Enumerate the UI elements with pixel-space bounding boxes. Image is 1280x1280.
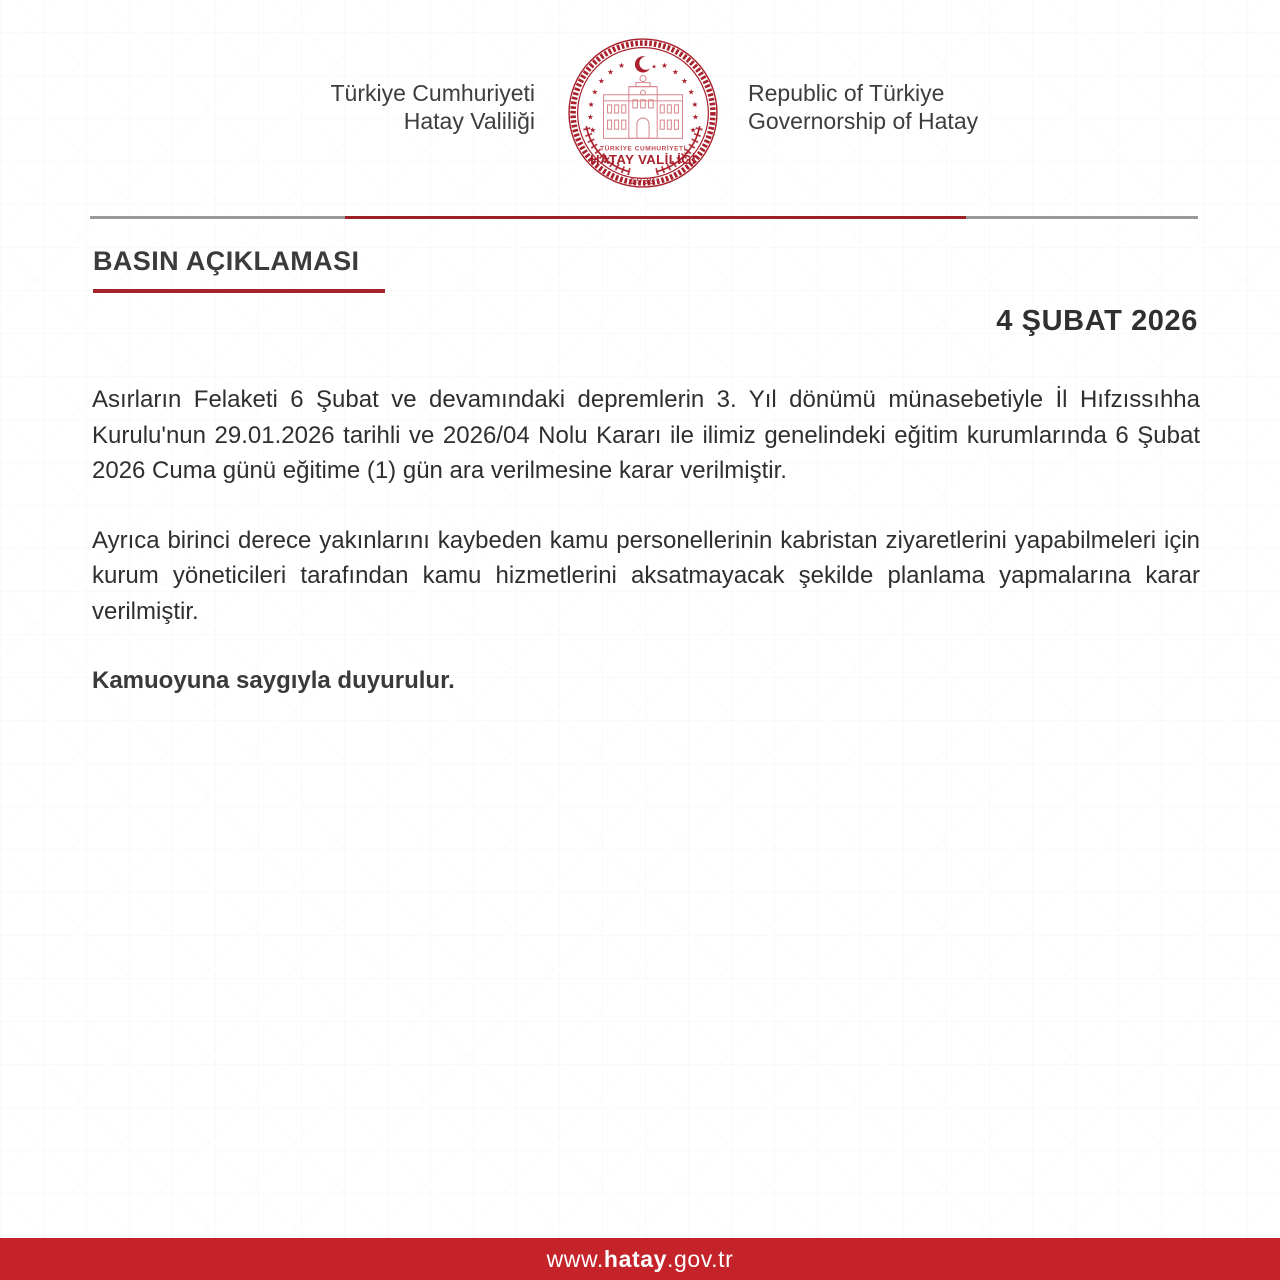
svg-text:★: ★ (591, 87, 599, 97)
header-title-english-line1: Republic of Türkiye (748, 80, 945, 106)
svg-text:★: ★ (661, 60, 668, 70)
svg-text:★: ★ (607, 67, 614, 77)
seal-main-text: HATAY VALİLİĞİ (590, 152, 696, 168)
press-release-heading-label: BASIN AÇIKLAMASI (93, 246, 360, 276)
svg-text:★: ★ (687, 87, 695, 97)
footer-url-domain: hatay (603, 1245, 668, 1272)
header-title-english-line2: Governorship of Hatay (748, 108, 979, 134)
press-release-body (92, 382, 1200, 733)
svg-text:★: ★ (681, 76, 688, 86)
footer-url-suffix: .gov.tr (667, 1245, 734, 1272)
header-title-turkish (331, 79, 536, 135)
svg-text:★: ★ (618, 60, 625, 70)
seal-top-text: TÜRKİYE CUMHURİYETİ (600, 145, 686, 153)
header-divider (90, 216, 1198, 219)
header-title-turkish-line2: Hatay Valiliği (403, 108, 535, 134)
header-title-turkish-line1: Türkiye Cumhuriyeti (330, 80, 535, 106)
svg-text:★: ★ (651, 63, 657, 71)
closing-statement: Kamuoyuna saygıyla duyurulur. (92, 667, 455, 694)
seal-year: 1939 (630, 175, 656, 187)
footer-url (547, 1246, 734, 1273)
svg-text:★: ★ (691, 99, 699, 109)
press-release-heading (93, 246, 385, 293)
footer-bar (0, 1238, 1280, 1280)
svg-text:★: ★ (598, 76, 605, 86)
governorship-seal-icon (567, 37, 719, 189)
governorship-seal (567, 37, 719, 189)
svg-text:★: ★ (587, 99, 595, 109)
body-paragraph-2: Ayrıca birinci derece yakınlarını kaybeden kamu personellerinin kabristan ziyaretlerini yapabilmeleri için kurum yöneticileri tarafından kamu hizmetlerini aksatmayacak şekilde planlama yapmalarına karar verilmiştir. (92, 526, 1200, 625)
footer-url-prefix: www. (546, 1245, 604, 1272)
header-title-english (748, 79, 978, 135)
svg-text:★: ★ (589, 125, 597, 135)
press-release-date: 4 ŞUBAT 2026 (996, 305, 1198, 337)
svg-text:★: ★ (587, 112, 594, 122)
svg-text:★: ★ (672, 67, 679, 77)
svg-text:★: ★ (692, 112, 699, 122)
body-paragraph-1: Asırların Felaketi 6 Şubat ve devamındaki depremlerin 3. Yıl dönümü münasebetiyle İl Hıfzıssıhha Kurulu'nun 29.01.2026 tarihli ve 2026/04 Nolu Kararı ile ilimiz genelindeki eğitim kurumlarında 6 Şubat 2026 Cuma günü eğitime (1) gün ara verilmesine karar verilmiştir. (92, 386, 1200, 484)
svg-text:★: ★ (689, 125, 697, 135)
heading-underline (93, 289, 385, 293)
